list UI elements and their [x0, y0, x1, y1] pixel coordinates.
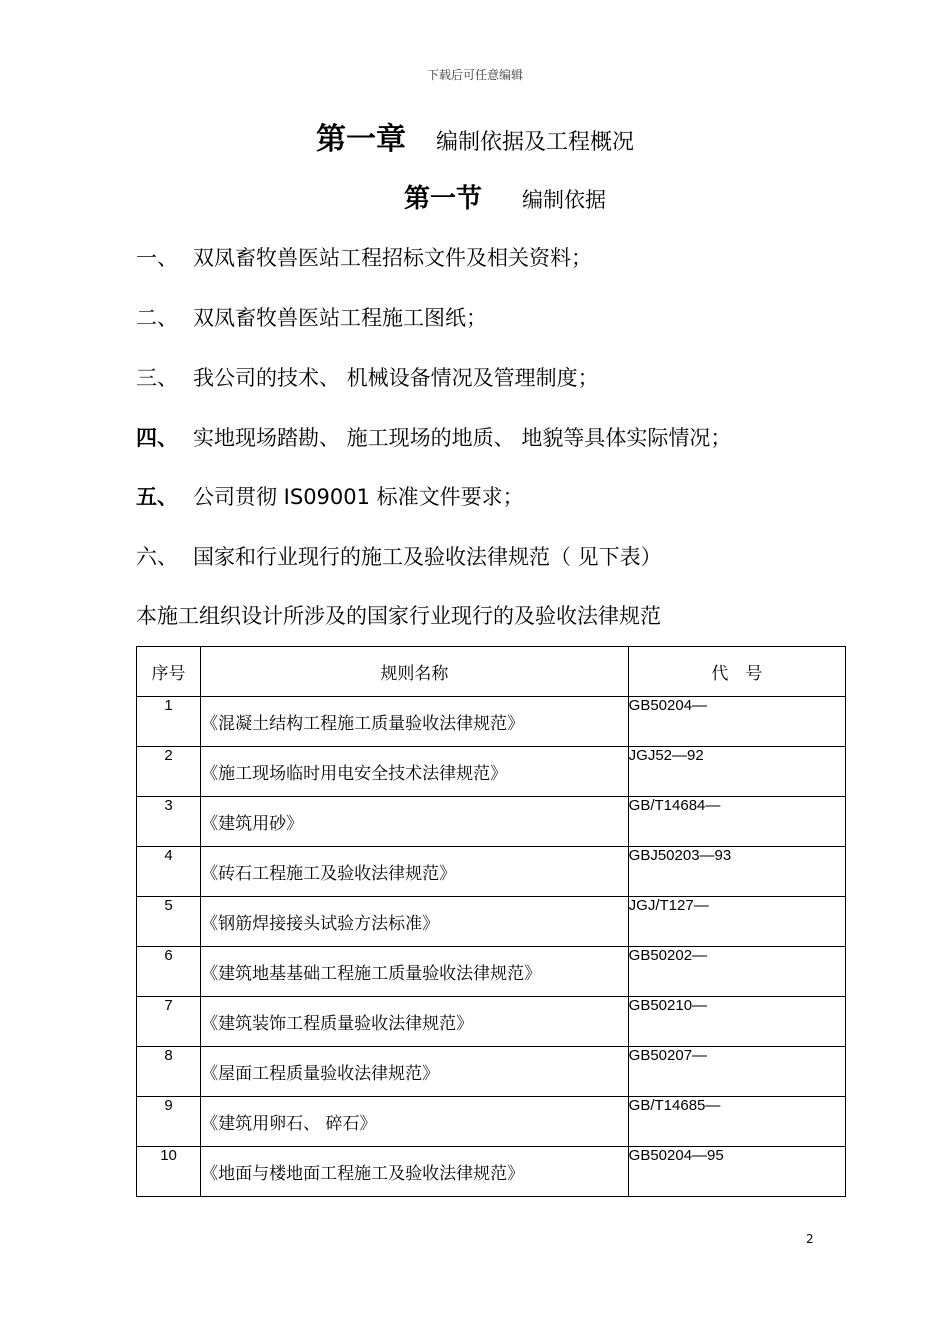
chapter-number: 第一章 — [315, 122, 406, 157]
header-code: 代 号 — [628, 647, 845, 697]
row-serial: 2 — [137, 747, 201, 797]
item-text: 实地现场踏勘、 施工现场的地质、 地貌等具体实际情况； — [193, 426, 732, 450]
basis-item-3 — [136, 362, 599, 392]
row-name: 《建筑用卵石、 碎石》 — [201, 1097, 629, 1147]
row-code: GB/T14684— — [628, 797, 845, 847]
chapter-heading: 编制依据及工程概况 — [435, 130, 634, 155]
row-name: 《建筑用砂》 — [201, 797, 629, 847]
section-title — [0, 178, 950, 215]
row-serial: 8 — [137, 1047, 201, 1097]
table-row — [137, 1147, 846, 1197]
row-serial: 3 — [137, 797, 201, 847]
table-row — [137, 747, 846, 797]
header-name: 规则名称 — [201, 647, 629, 697]
basis-item-5 — [136, 481, 524, 511]
item-text: 公司贯彻 IS09001 标准文件要求； — [193, 485, 524, 509]
table-row — [137, 797, 846, 847]
basis-item-1 — [136, 242, 592, 272]
chapter-title — [0, 114, 950, 158]
row-serial: 6 — [137, 947, 201, 997]
row-serial: 7 — [137, 997, 201, 1047]
item-number: 五、 — [136, 485, 178, 509]
item-text: 国家和行业现行的施工及验收法律规范（ 见下表） — [193, 545, 662, 569]
row-name: 《施工现场临时用电安全技术法律规范》 — [201, 747, 629, 797]
row-serial: 5 — [137, 897, 201, 947]
row-serial: 4 — [137, 847, 201, 897]
header-note: 下载后可任意编辑 — [426, 68, 523, 82]
table-row — [137, 847, 846, 897]
row-name: 《地面与楼地面工程施工及验收法律规范》 — [201, 1147, 629, 1197]
section-heading: 编制依据 — [522, 188, 606, 212]
item-number: 一、 — [136, 246, 178, 270]
basis-item-4 — [136, 422, 731, 452]
basis-item-6 — [136, 541, 662, 571]
row-code: GB50207— — [628, 1047, 845, 1097]
table-row — [137, 1047, 846, 1097]
item-text: 双凤畜牧兽医站工程施工图纸； — [193, 306, 487, 330]
table-row — [137, 997, 846, 1047]
row-code: GB50204— — [628, 697, 845, 747]
row-name: 《砖石工程施工及验收法律规范》 — [201, 847, 629, 897]
table-row — [137, 947, 846, 997]
table-header-row — [137, 647, 846, 697]
item-number: 二、 — [136, 306, 178, 330]
item-text: 我公司的技术、 机械设备情况及管理制度； — [193, 366, 599, 390]
row-serial: 9 — [137, 1097, 201, 1147]
row-serial: 10 — [137, 1147, 201, 1197]
table-caption: 本施工组织设计所涉及的国家行业现行的及验收法律规范 — [136, 604, 661, 628]
item-number: 六、 — [136, 545, 178, 569]
row-code: GB50210— — [628, 997, 845, 1047]
row-code: JGJ/T127— — [628, 897, 845, 947]
table-row — [137, 1097, 846, 1147]
row-name: 《混凝土结构工程施工质量验收法律规范》 — [201, 697, 629, 747]
page-number: 2 — [806, 1232, 814, 1246]
row-name: 《钢筋焊接接头试验方法标准》 — [201, 897, 629, 947]
row-code: GB50202— — [628, 947, 845, 997]
row-serial: 1 — [137, 697, 201, 747]
item-number: 三、 — [136, 366, 178, 390]
table-row — [137, 697, 846, 747]
row-code: GB50204—95 — [628, 1147, 845, 1197]
row-code: GBJ50203—93 — [628, 847, 845, 897]
row-code: GB/T14685— — [628, 1097, 845, 1147]
standards-table — [136, 646, 846, 1197]
header-serial: 序号 — [137, 647, 201, 697]
section-number: 第一节 — [403, 184, 482, 214]
row-name: 《建筑装饰工程质量验收法律规范》 — [201, 997, 629, 1047]
item-text: 双凤畜牧兽医站工程招标文件及相关资料； — [193, 246, 592, 270]
row-name: 《建筑地基基础工程施工质量验收法律规范》 — [201, 947, 629, 997]
row-name: 《屋面工程质量验收法律规范》 — [201, 1047, 629, 1097]
table-row — [137, 897, 846, 947]
row-code: JGJ52—92 — [628, 747, 845, 797]
basis-item-2 — [136, 302, 487, 332]
item-number: 四、 — [136, 426, 178, 450]
